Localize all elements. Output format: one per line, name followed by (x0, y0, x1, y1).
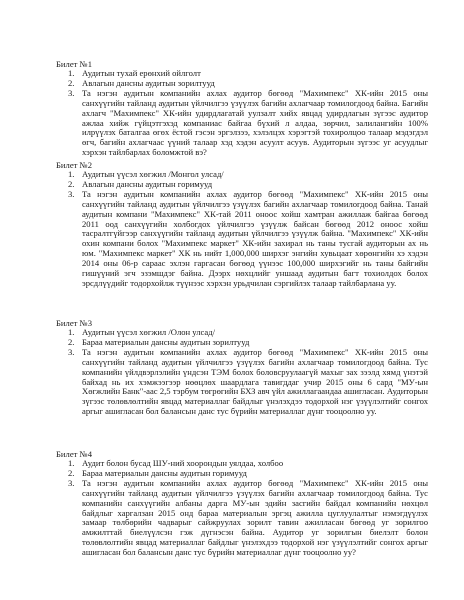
item-number: 3. (68, 188, 75, 199)
item-number: 2. (68, 178, 75, 189)
ticket-3 (56, 318, 428, 417)
item-text: Авлагын дансны аудитын горимууд (82, 178, 213, 189)
list-item (56, 479, 428, 558)
question-list (56, 459, 428, 558)
item-number: 1. (68, 68, 75, 78)
item-text: Та нэгэн аудитын компанийн ахлах аудитор бөгөөд "Махимпекс" ХК-ийн 2015 оны санхүүгийн тайланд аудитын үйлчилгээ үзүүлэх багийн ахлагчаар томилогдоод байна. Тус компанийн санхүүгийн албаны дарга МУ-ын эдийн засгийн байдал компанийн нөхцөл байдлыг харгалзан 2015 онд бараа материалын эргэц ажилла цуглуулалтыг нэмэгдүүлэх замаар төлбөрийн чадварыг сайжруулах зорилт тавин ажилласан бөгөөд уг зорилгоо амжилттай биелүүлсэн гэж дүгнэсэн байна. Аудитор уг зорилгын биелэлт болон төлөвлөлтийн явцад материаллаг байдлыг үнэлэхдээ тодорхой нэг үзүүлэлтийг сонгох аргыг ашигласан бол балансын данс тус бүрийн материаллаг дүнг тооцоолно уу? (82, 477, 428, 558)
ticket-1 (56, 59, 428, 158)
ticket-title: Билет №4 (56, 449, 93, 459)
item-text: Та нэгэн аудитын компанийн ахлах аудитор бөгөөд "Махимпекс" ХК-ийн 2015 оны санхүүгийн тайланд аудитын үйлчилгээ үзүүлэх багийн ахлагчаар томилогдоод байна. Тус компанийн үйлдвэрлэлийн үндсэн ТЭМ болох боловсруулаагүй махыг зах зээлд хямд үнэтэй байхад нь их хэмжээгээр нөөцлөх шаардлага тавигддаг учир 2015 оны 6 сард "МУ-ын Хөгжлийн Банк"-аас 2,5 тэрбум төгрөгийн БХЗ авч үйл ажиллагаандаа ашигласан. Аудиторын зүгээс төлөвлөлтийн явцад материаллаг байдлыг үнэлэхдээ тодорхой нэг үзүүлэлтийг сонгох аргыг ашигласан бол балансын данс тус бүрийн материаллаг дүнг тооцоолно уу. (82, 346, 428, 417)
item-text: Аудитын тухай ерөнхий ойлголт (82, 68, 201, 78)
item-number: 3. (68, 87, 75, 98)
item-text: Бараа материалын дансны аудитын зорилтууд (82, 336, 250, 347)
item-number: 2. (68, 467, 75, 478)
item-text: Аудитын үүсэл хөгжил /Олон улсад/ (82, 327, 215, 337)
item-number: 1. (68, 458, 75, 468)
ticket-4 (56, 449, 428, 558)
ticket-title: Билет №1 (56, 59, 93, 69)
item-number: 3. (68, 346, 75, 357)
item-text: Та нэгэн аудитын компанийн ахлах аудитор бөгөөд "Махимпекс" ХК-ийн 2015 оны санхүүгийн тайланд аудитын үйлчилгээ үзүүлэх багийн ахлагчаар томилогдоод байна. Танай аудитын компани "Махимпекс" ХК-тай 2011 оноос хойш хамтран ажиллаж байгаа бөгөөд 2011 оод санхүүгийн холбогдох үйлчилгээ үзүүлж байсан бөгөөд 2012 оноос хойш тасралтгүйгээр санхүүгийн тайланд аудитын үйлчилгээ үзүүлж байна. "Махимпекс" ХК-ийн охин компани болох "Махимпекс маркет" ХК-ийн захирал нь таны тусгай аудиторын ах нь юм. "Махимпекс маркет" ХК нь нийт 1,000,000 ширхэг энгийн хувьцаат хөрөнгийн хэ хэдэн 2014 оны 06-р сараас эхлэн гаргасан бөгөөд үүнээс 100,000 ширхэгийг нь таны байгийн гишүүний эгч эзэмшдэг байна. Дээрх нөхцлийг уншаад аудитын багт тохиолдох болох эрсдлүүдийг тодорхойлж түүнээс хэрхэн урьдчилан сэргийлэх талаар тайлбарлана уу. (82, 188, 428, 288)
item-number: 2. (68, 336, 75, 347)
item-text: Авлагын дансны аудитын зорилтууд (82, 77, 215, 88)
item-text: Бараа материалын дансны аудитын горимууд (82, 467, 247, 478)
item-number: 3. (68, 477, 75, 488)
item-text: Аудитын үүсэл хөгжил /Монгол улсад/ (82, 169, 224, 179)
item-number: 1. (68, 327, 75, 337)
ticket-title: Билет №2 (56, 160, 93, 170)
list-item (56, 348, 428, 417)
question-list (56, 69, 428, 158)
item-text: Аудит болон бусад ШУ-ний хоорондын уялдаа, холбоо (82, 458, 284, 468)
question-list (56, 170, 428, 289)
item-number: 1. (68, 169, 75, 179)
list-item (56, 89, 428, 158)
ticket-title: Билет №3 (56, 318, 93, 328)
ticket-2 (56, 160, 428, 289)
item-number: 2. (68, 77, 75, 88)
list-item (56, 190, 428, 289)
item-text: Та нэгэн аудитын компанийн ахлах аудитор бөгөөд "Махимпекс" ХК-ийн 2015 оны санхүүгийн тайланд аудитын үйлчилгээ үзүүлэх багийн ахлагчаар томилогдоод байна. Багийн ахлагч "Махимпекс" ХК-ийн удирдлагатай уулзалт хийх явцад удирдлагын зүгээс аудитор ажлаа хийж гүйцэтгэхэд компаниас байгаа бүхий л алдаа, зөрчил, залилангийн 100% илрүүлэх баталгаа өгөх ёстой гэсэн эргэлзээ, хэлэлцэх хэрэгтэй тохиролцоо талаар мэдэгдэл өгч, багийн ахлагчаас үүний талаар хэд хэдэн асуулт асуув. Аудиторын зүгээс уг асуудлыг хэрхэн тайлбарлах боломжтой вэ? (82, 87, 428, 158)
question-list (56, 328, 428, 417)
